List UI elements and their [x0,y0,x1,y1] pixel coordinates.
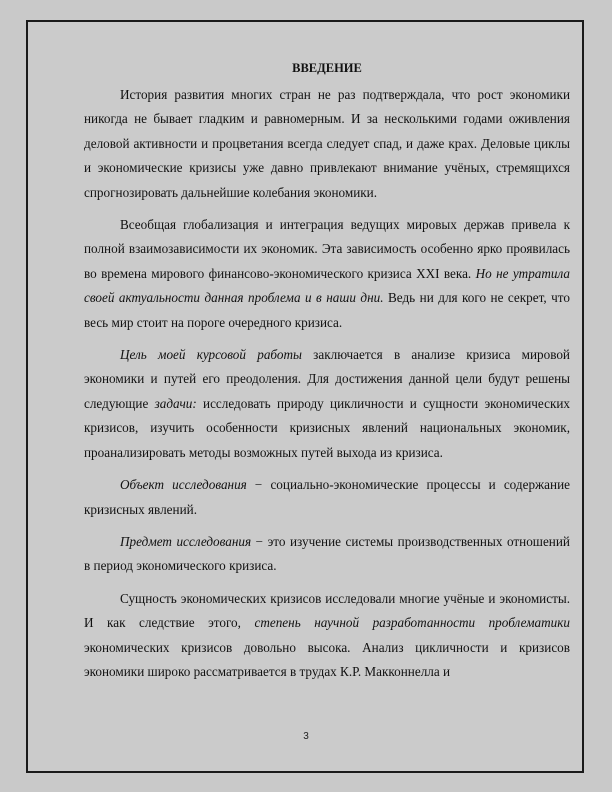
page-number: 3 [303,731,309,742]
paragraph-3 [84,343,570,465]
paragraph-text: Всеобщая глобализация и интеграция ведущих мировых держав привела к полной взаимозависимости их экономик. Эта зависимость особенно ярко проявилась во времена мирового финансово-экономического кризиса XXI века. [84,217,570,281]
paragraph-text: Ведь ни для кого не секрет, что весь мир стоит на пороге очередного кризиса. [84,290,570,330]
paragraph-1 [84,83,570,205]
italic-phrase: задачи: [154,395,197,411]
italic-phrase: степень научной разработанности проблематики [254,615,570,631]
paragraph-text: исследовать природу цикличности и сущности экономических кризисов, изучить особенности кризисных явлений национальных экономик, проанализировать методы возможных путей выхода из кризиса. [84,395,570,460]
paragraph-text: экономических кризисов довольно высока. Анализ цикличности и кризисов экономики широко рассматривается в трудах К.Р. Макконнелла и [84,639,570,679]
paragraph-text: История развития многих стран не раз подтверждала, что рост экономики никогда не бывает гладким и равномерным. И за несколькими годами оживления деловой активности и процветания всегда следует спад, и даже крах. Деловые циклы и экономические кризисы уже давно привлекают внимание учёных, стремящихся спрогнозировать дальнейшие колебания экономики. [84,87,570,200]
italic-phrase: Цель моей курсовой работы [120,347,302,363]
paragraph-4 [84,473,570,522]
paragraph-text: − социально-экономические процессы и содержание кризисных явлений. [84,477,570,517]
paragraph-2 [84,213,570,335]
italic-phrase: Но не утратила своей актуальности данная проблема и в наши дни. [84,265,571,306]
document-body [84,57,570,692]
italic-phrase: Предмет исследования [120,533,252,549]
paragraph-6 [84,587,570,685]
italic-phrase: Объект исследования [120,477,247,493]
document-title: ВВЕДЕНИЕ [292,61,362,75]
paragraph-text: заключается в анализе кризиса мировой экономики и путей его преодоления. Для достижения данной цели будут решены следующие [84,347,570,411]
paragraph-5 [84,530,570,579]
paragraph-text: Сущность экономических кризисов исследовали многие учёные и экономисты. И как следствие этого, [84,590,570,631]
paragraph-text: − это изучение системы производственных отношений в период экономического кризиса. [84,533,570,574]
